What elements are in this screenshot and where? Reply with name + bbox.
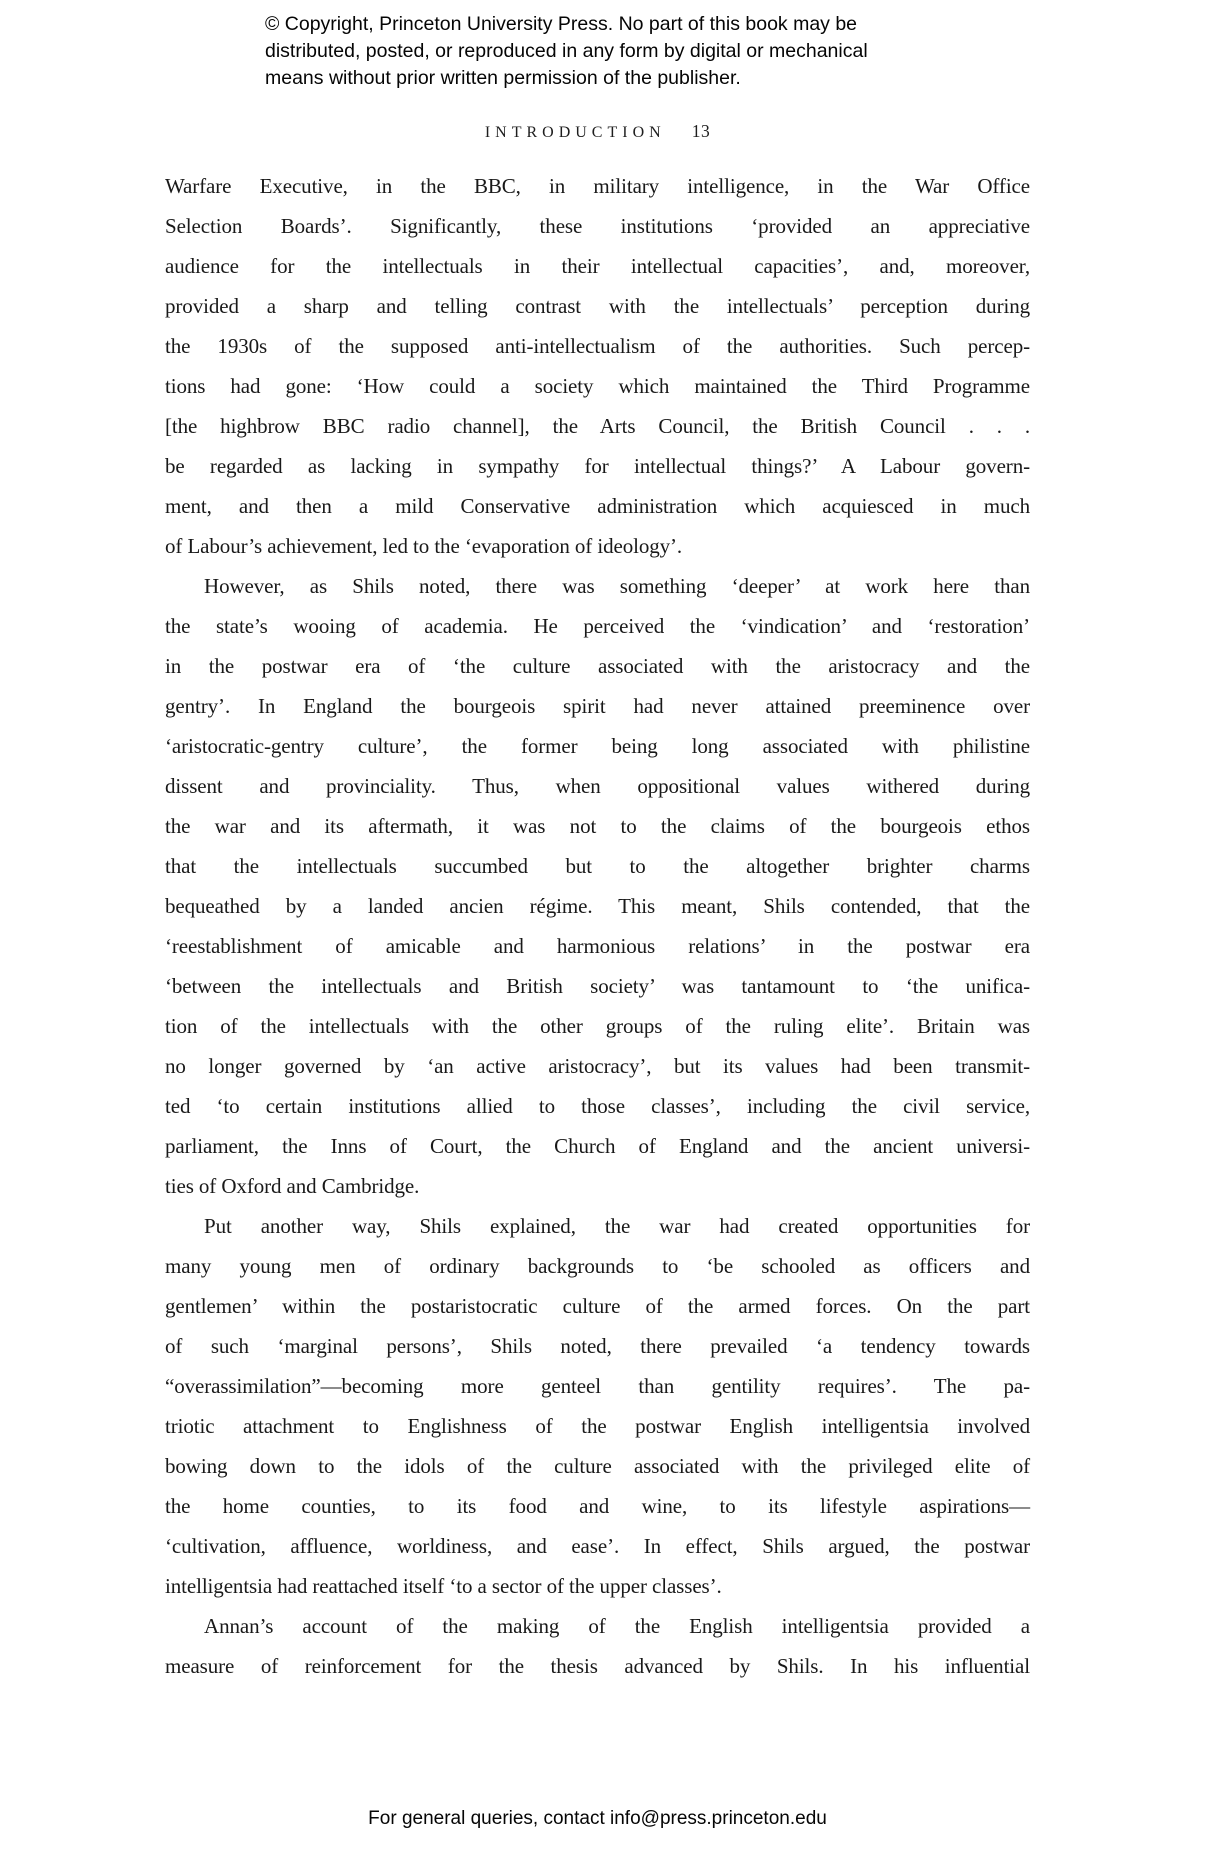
body-line: intelligentsia had reattached itself ‘to a sector of the upper classes’. xyxy=(165,1574,722,1598)
paragraph xyxy=(165,166,1030,566)
body-line: the 1930s of the supposed anti-intellectualism of the authorities. Such percep- xyxy=(165,334,1030,358)
copyright-notice xyxy=(265,11,868,92)
body-line: bequeathed by a landed ancien régime. This meant, Shils contended, that the xyxy=(165,894,1030,918)
body-line: no longer governed by ‘an active aristocracy’, but its values had been transmit- xyxy=(165,1054,1030,1078)
paragraph xyxy=(165,1206,1030,1606)
body-line: that the intellectuals succumbed but to the altogether brighter charms xyxy=(165,854,1030,878)
body-line: ted ‘to certain institutions allied to those classes’, including the civil service, xyxy=(165,1094,1030,1118)
body-line: “overassimilation”—becoming more genteel than gentility requires’. The pa- xyxy=(165,1374,1030,1398)
body-line: measure of reinforcement for the thesis advanced by Shils. In his influential xyxy=(165,1654,1030,1678)
body-line: Selection Boards’. Significantly, these institutions ‘provided an appreciative xyxy=(165,214,1030,238)
body-line: the state’s wooing of academia. He perceived the ‘vindication’ and ‘restoration’ xyxy=(165,614,1030,638)
paragraph xyxy=(165,1606,1030,1686)
body-line: Put another way, Shils explained, the war had created opportunities for xyxy=(204,1214,1030,1238)
body-line: ‘cultivation, affluence, worldiness, and ease’. In effect, Shils argued, the postwar xyxy=(165,1534,1030,1558)
body-line: Warfare Executive, in the BBC, in military intelligence, in the War Office xyxy=(165,174,1030,198)
body-line: triotic attachment to Englishness of the postwar English intelligentsia involved xyxy=(165,1414,1030,1438)
body-line: parliament, the Inns of Court, the Church of England and the ancient universi- xyxy=(165,1134,1030,1158)
body-line: the home counties, to its food and wine, to its lifestyle aspirations— xyxy=(165,1494,1030,1518)
body-line: However, as Shils noted, there was something ‘deeper’ at work here than xyxy=(204,574,1030,598)
body-line: of such ‘marginal persons’, Shils noted, there prevailed ‘a tendency towards xyxy=(165,1334,1030,1358)
queries-footer xyxy=(165,1808,1030,1830)
body-line: be regarded as lacking in sympathy for intellectual things?’ A Labour govern- xyxy=(165,454,1030,478)
copyright-line: distributed, posted, or reproduced in any form by digital or mechanical xyxy=(265,40,868,62)
body-line: provided a sharp and telling contrast with the intellectuals’ perception during xyxy=(165,294,1030,318)
body-line: ties of Oxford and Cambridge. xyxy=(165,1174,420,1198)
body-line: ment, and then a mild Conservative administration which acquiesced in much xyxy=(165,494,1030,518)
copyright-line: © Copyright, Princeton University Press. No part of this book may be xyxy=(265,13,858,35)
body-line: gentry’. In England the bourgeois spirit had never attained preeminence over xyxy=(165,694,1030,718)
queries-footer-text: For general queries, contact info@press.princeton.edu xyxy=(368,1808,827,1829)
paragraph xyxy=(165,566,1030,1206)
running-head xyxy=(165,121,1030,142)
body-line: tions had gone: ‘How could a society which maintained the Third Programme xyxy=(165,374,1030,398)
body-line: the war and its aftermath, it was not to the claims of the bourgeois ethos xyxy=(165,814,1030,838)
body-line: dissent and provinciality. Thus, when oppositional values withered during xyxy=(165,774,1030,798)
body-text xyxy=(165,166,1030,1686)
body-line: Annan’s account of the making of the English intelligentsia provided a xyxy=(204,1614,1030,1638)
body-line: tion of the intellectuals with the other groups of the ruling elite’. Britain was xyxy=(165,1014,1030,1038)
body-line: ‘aristocratic-gentry culture’, the former being long associated with philistine xyxy=(165,734,1030,758)
body-line: ‘between the intellectuals and British society’ was tantamount to ‘the unifica- xyxy=(165,974,1030,998)
body-line: bowing down to the idols of the culture associated with the privileged elite of xyxy=(165,1454,1030,1478)
body-line: gentlemen’ within the postaristocratic culture of the armed forces. On the part xyxy=(165,1294,1030,1318)
page-number: 13 xyxy=(691,121,711,141)
body-line: audience for the intellectuals in their intellectual capacities’, and, moreover, xyxy=(165,254,1030,278)
body-line: ‘reestablishment of amicable and harmonious relations’ in the postwar era xyxy=(165,934,1030,958)
body-line: [the highbrow BBC radio channel], the Arts Council, the British Council . . . xyxy=(165,414,1030,438)
chapter-title: INTRODUCTION xyxy=(484,124,666,141)
copyright-line: means without prior written permission of the publisher. xyxy=(265,67,741,89)
body-line: of Labour’s achievement, led to the ‘evaporation of ideology’. xyxy=(165,534,683,558)
body-line: many young men of ordinary backgrounds to ‘be schooled as officers and xyxy=(165,1254,1030,1278)
body-line: in the postwar era of ‘the culture associated with the aristocracy and the xyxy=(165,654,1030,678)
